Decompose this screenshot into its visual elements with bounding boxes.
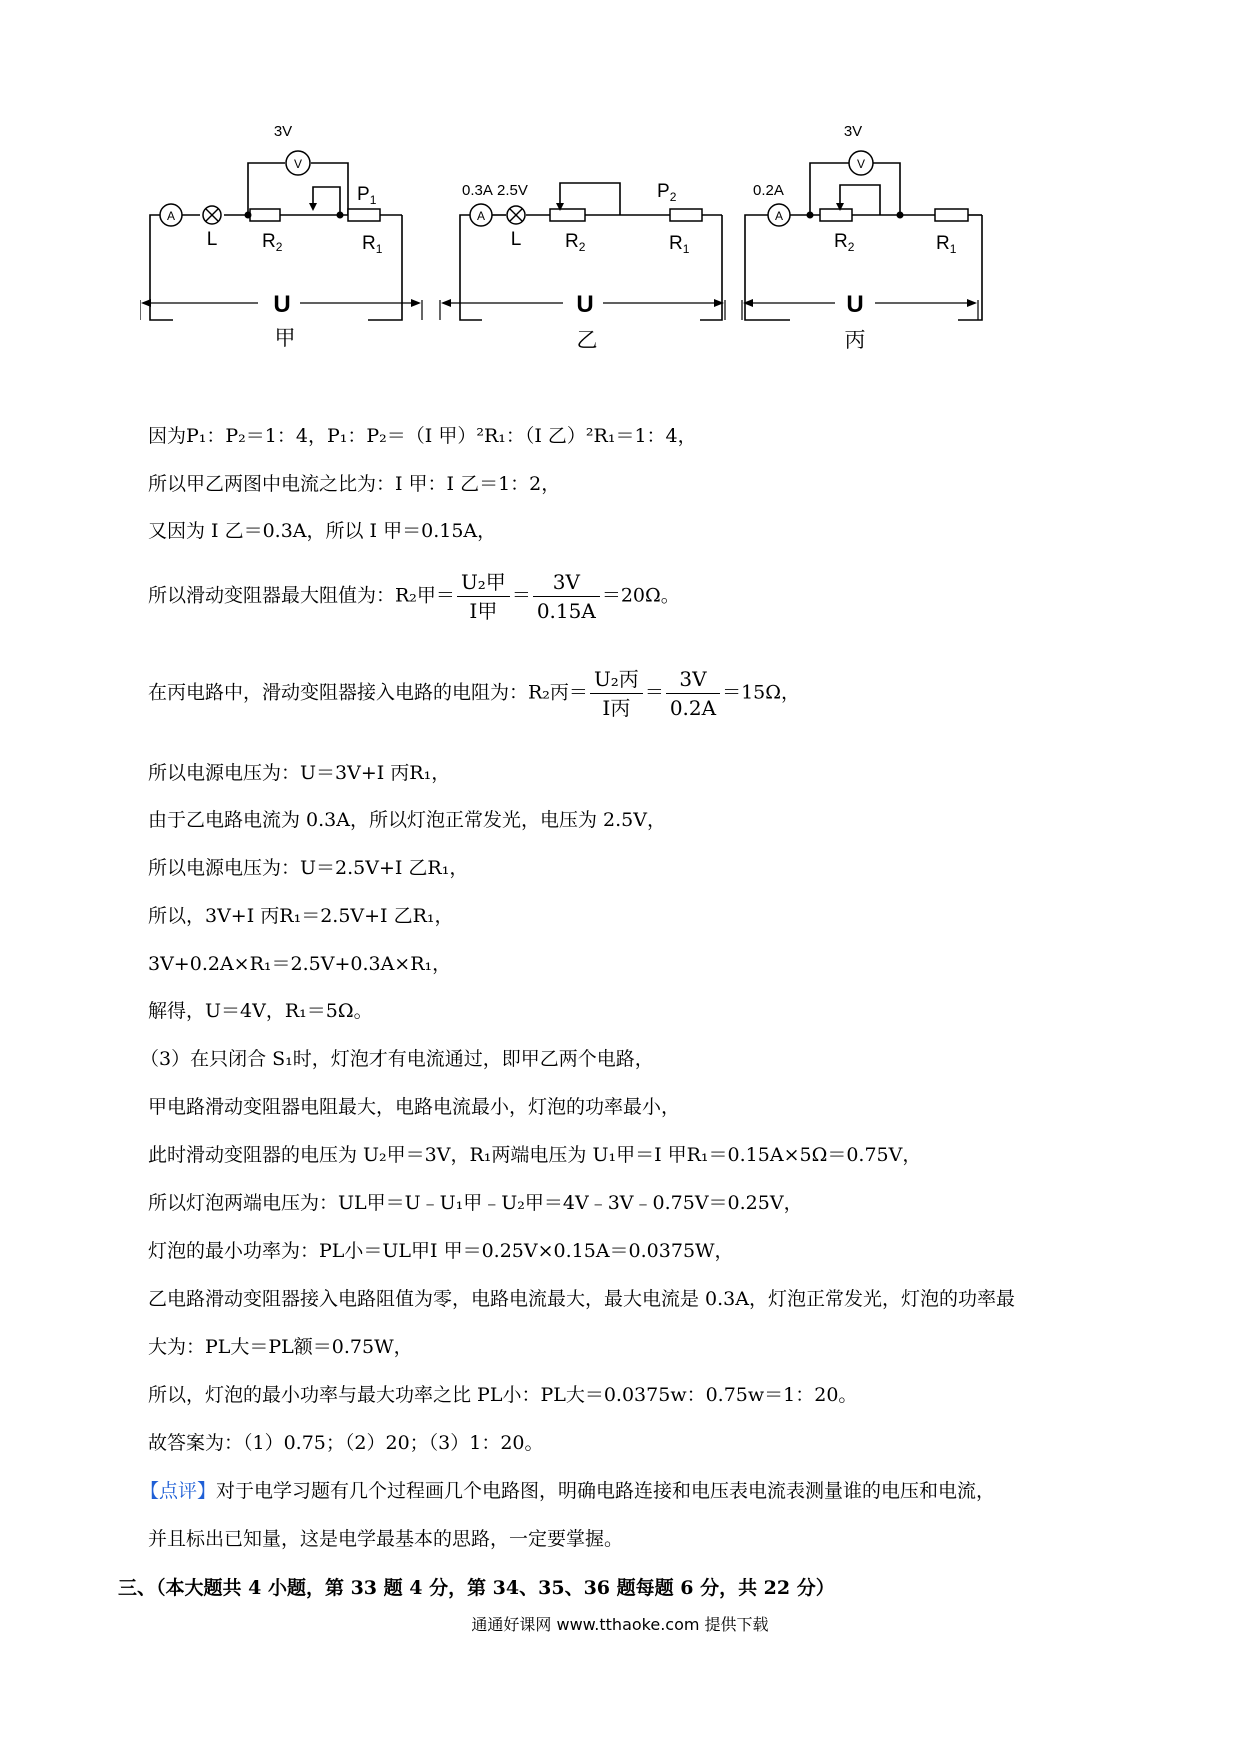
equation-tail: ＝20Ω。: [601, 584, 680, 607]
equation-tail: ＝15Ω，: [722, 681, 801, 704]
voltage-reading: 3V: [843, 125, 863, 140]
circuit-svg: [140, 125, 1100, 410]
equation-lead: 在丙电路中，滑动变阻器接入电路的电阻为：R₂丙＝: [148, 681, 588, 704]
ammeter-label: A: [166, 209, 176, 223]
text-line: 所以，灯泡的最小功率与最大功率之比 PL小：PL大＝0.0375w：0.75w＝1：20。: [148, 1384, 858, 1406]
text-line: 由于乙电路电流为 0.3A，所以灯泡正常发光，电压为 2.5V，: [148, 809, 666, 831]
equation-r2-bing: [148, 665, 800, 722]
ammeter-label: A: [774, 209, 784, 223]
fraction-denominator: I甲: [469, 599, 498, 623]
r1-label: $R_1$: [362, 233, 383, 256]
fraction-denominator: 0.2A: [669, 696, 717, 720]
fraction: [590, 665, 643, 722]
source-voltage-label: U: [273, 291, 291, 318]
fraction: [666, 665, 720, 722]
equals-sign: ＝: [644, 681, 664, 704]
text-line: 解得，U＝4V，R₁＝5Ω。: [148, 1000, 373, 1022]
source-voltage-label: U: [846, 291, 864, 318]
fraction: [457, 568, 510, 625]
source-voltage-label: U: [576, 291, 594, 318]
text-line: （3）在只闭合 S₁时，灯泡才有电流通过，即甲乙两个电路，: [140, 1048, 654, 1070]
text-line: 又因为 I 乙＝0.3A，所以 I 甲＝0.15A，: [148, 520, 497, 542]
text-line: 所以灯泡两端电压为：UL甲＝U﹣U₁甲﹣U₂甲＝4V﹣3V﹣0.75V＝0.25V，: [148, 1192, 803, 1214]
text-line: 因为P₁：P₂＝1：4，P₁：P₂＝（I 甲）²R₁：（I 乙）²R₁＝1：4，: [148, 425, 697, 447]
fraction-denominator: 0.15A: [536, 599, 596, 623]
equation-r2-max: [148, 568, 680, 625]
lamp-label: L: [510, 229, 522, 250]
equation-lead: 所以滑动变阻器最大阻值为：R₂甲＝: [148, 584, 455, 607]
r2-label: $R_2$: [262, 231, 283, 254]
text-line: 甲电路滑动变阻器电阻最大，电路电流最小，灯泡的功率最小，: [148, 1096, 681, 1118]
text-line: 大为：PL大＝PL额＝0.75W，: [148, 1336, 413, 1358]
commentary-text: 对于电学习题有几个过程画几个电路图，明确电路连接和电压表电流表测量谁的电压和电流，: [216, 1480, 996, 1502]
commentary-line: [140, 1478, 995, 1504]
fraction-numerator: U₂丙: [590, 665, 643, 694]
current-reading: 0.3A: [462, 182, 493, 199]
r2-label: $R_2$: [834, 231, 855, 254]
circuit-name: 乙: [576, 328, 598, 352]
text-line: 所以甲乙两图中电流之比为：I 甲：I 乙＝1：2，: [148, 473, 561, 495]
voltage-reading: 3V: [273, 125, 293, 140]
text-line: 所以电源电压为：U＝3V+I 丙R₁，: [148, 762, 451, 784]
commentary-tag: 【点评】: [140, 1480, 217, 1502]
voltmeter-label: V: [293, 157, 303, 171]
ammeter-label: A: [476, 209, 486, 223]
fraction-numerator: 3V: [533, 568, 600, 597]
fraction-numerator: U₂甲: [457, 568, 510, 597]
text-line: 灯泡的最小功率为：PL小＝UL甲I 甲＝0.25V×0.15A＝0.0375W，: [148, 1240, 734, 1262]
text-line: 此时滑动变阻器的电压为 U₂甲＝3V，R₁两端电压为 U₁甲＝I 甲R₁＝0.15A×5Ω＝0.75V，: [148, 1144, 922, 1166]
voltmeter-label: V: [856, 157, 866, 171]
equals-sign: ＝: [511, 584, 531, 607]
text-line: 故答案为：（1）0.75；（2）20；（3）1：20。: [148, 1432, 544, 1454]
circuit-name: 丙: [844, 328, 866, 352]
r1-label: $R_1$: [936, 233, 957, 256]
text-line: 3V+0.2A×R₁＝2.5V+0.3A×R₁，: [148, 953, 452, 975]
text-line: 并且标出已知量，这是电学最基本的思路，一定要掌握。: [148, 1528, 624, 1550]
circuit-name: 甲: [274, 326, 296, 350]
r2-label: $R_2$: [565, 231, 586, 254]
p1-label: $P_1$: [357, 184, 377, 207]
page-footer: 通通好课网 www.tthaoke.com 提供下载: [471, 1615, 769, 1634]
p2-label: $P_2$: [657, 181, 677, 204]
fraction-numerator: 3V: [666, 665, 720, 694]
text-line: 乙电路滑动变阻器接入电路阻值为零，电路电流最大，最大电流是 0.3A，灯泡正常发光，灯泡的功率最: [148, 1288, 1015, 1310]
circuit-diagrams: [140, 125, 1100, 410]
fraction: [533, 568, 600, 625]
lamp-label: L: [206, 229, 218, 250]
r1-label: $R_1$: [669, 233, 690, 256]
fraction-denominator: I丙: [602, 696, 631, 720]
current-reading: 0.2A: [753, 182, 784, 199]
voltage-reading: 2.5V: [497, 182, 528, 199]
text-line: 所以，3V+I 丙R₁＝2.5V+I 乙R₁，: [148, 905, 454, 927]
text-line: 所以电源电压为：U＝2.5V+I 乙R₁，: [148, 857, 469, 879]
section-heading: 三、（本大题共 4 小题，第 33 题 4 分，第 34、35、36 题每题 6 分，共 22 分）: [118, 1577, 835, 1599]
